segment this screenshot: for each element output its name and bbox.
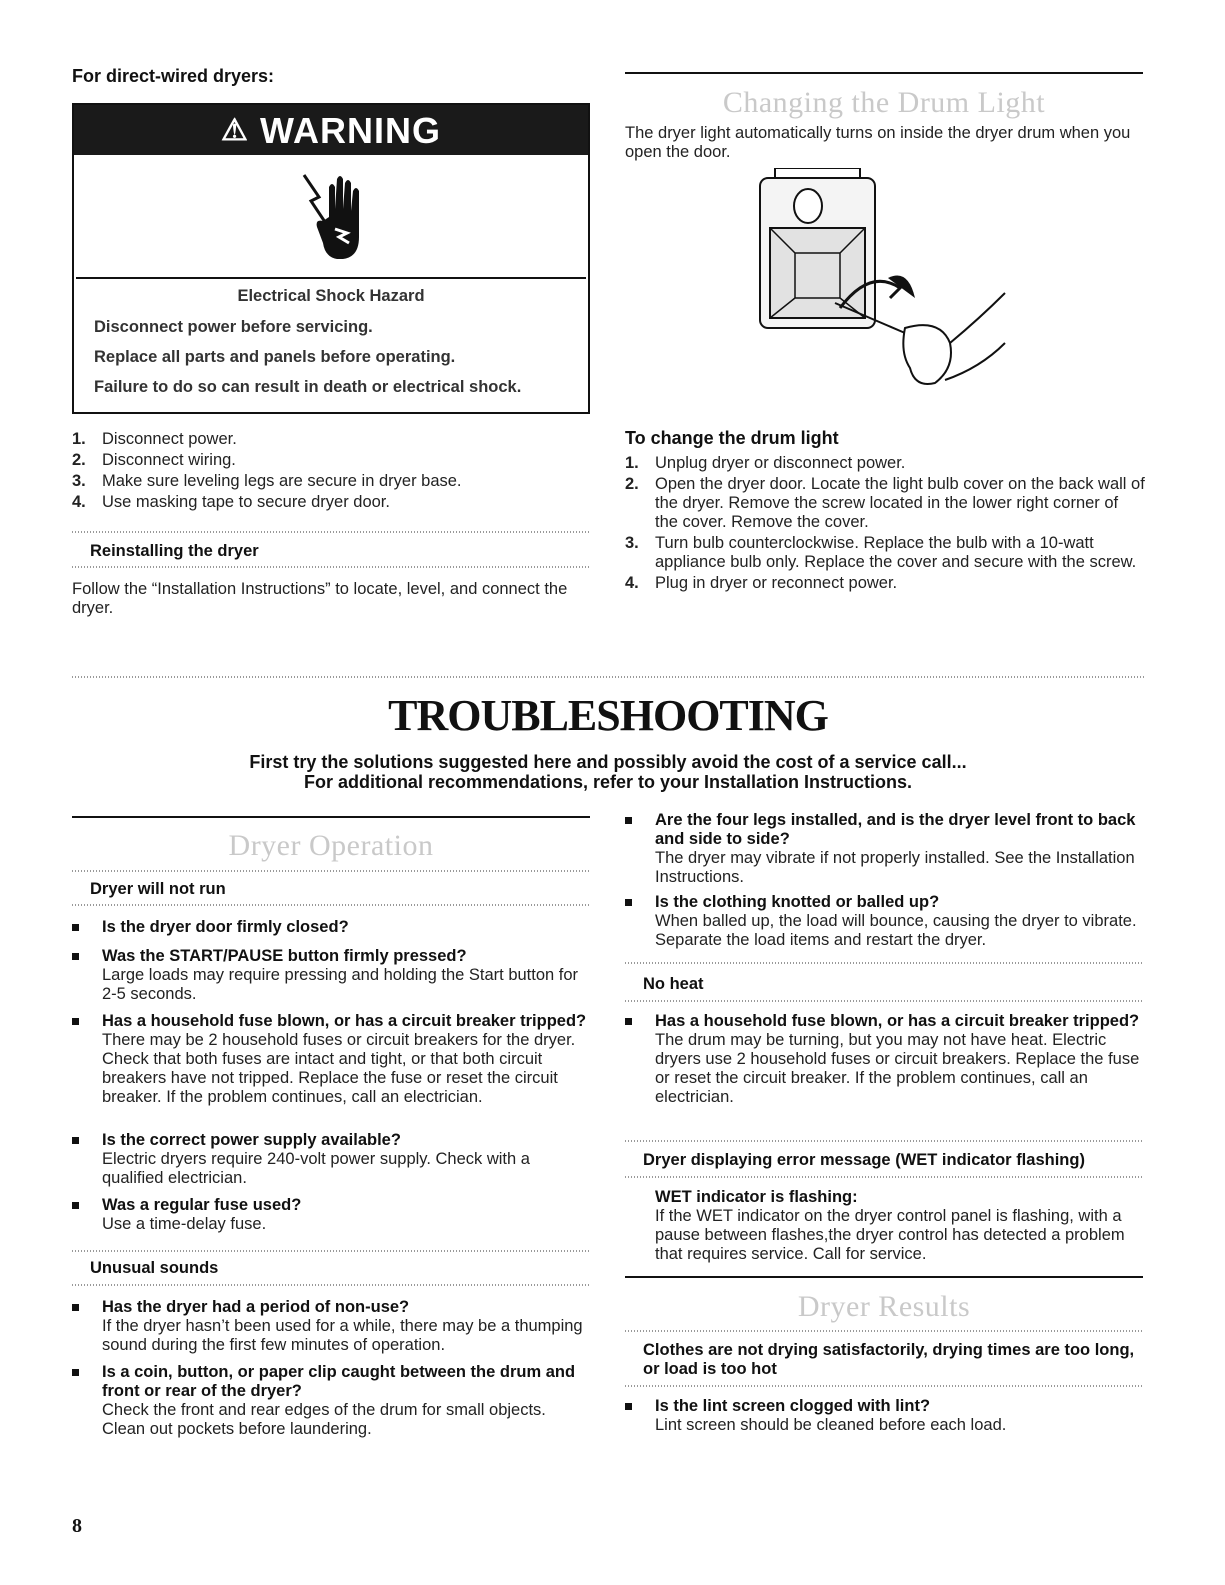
dryer-operation-section-title: Dryer Operation bbox=[228, 829, 434, 862]
bullet-icon bbox=[625, 899, 632, 906]
list-item: Has a household fuse blown, or has a circuit breaker tripped? There may be 2 household fuses or circuit breakers for the dryer. Check that both fuses are intact and tight, or that both circuit breakers have not tripped. Replace the fuse or reset the circuit breaker. If the problem continues, call an electrician. bbox=[72, 1012, 592, 1107]
warning-hazard-text: Electrical Shock Hazard bbox=[237, 287, 425, 305]
list-item: Are the four legs installed, and is the dryer level front to back and side to side? The dryer may vibrate if not properly installed. See the Installation Instructions. bbox=[625, 811, 1145, 887]
list-item: Has a household fuse blown, or has a circuit breaker tripped? The drum may be turning, but you may not have heat. Electric dryers use 2 household fuses or circuit breakers. Replace the fuse or reset the circuit breaker. If the problem continues, call an electrician. bbox=[625, 1012, 1145, 1107]
page-number: 8 bbox=[72, 1515, 82, 1537]
wet-indicator-block: WET indicator is flashing: If the WET indicator on the dryer control panel is flashing, with a pause between flashes,the dryer control has detected a problem that requires service. Call for service. bbox=[655, 1188, 1125, 1263]
bullet-icon bbox=[72, 1304, 79, 1311]
drum-light-intro: The dryer light automatically turns on inside the dryer drum when you open the door. bbox=[625, 124, 1131, 161]
warning-box bbox=[72, 103, 590, 414]
bullet-icon bbox=[625, 817, 632, 824]
list-item: Is the correct power supply available? Electric dryers require 240-volt power supply. Check with a qualified electrician. bbox=[72, 1131, 592, 1188]
list-item: Is the dryer door firmly closed? bbox=[72, 918, 592, 937]
clothes-not-drying-title: Clothes are not drying satisfactorily, drying times are too long, or load is too hot bbox=[643, 1341, 1135, 1378]
list-item: 4. Use masking tape to secure dryer door. bbox=[72, 493, 390, 511]
warning-line: Failure to do so can result in death or electrical shock. bbox=[94, 378, 522, 396]
error-message-title: Dryer displaying error message (WET indicator flashing) bbox=[643, 1151, 1085, 1169]
list-item: 1. Disconnect power. bbox=[72, 430, 237, 448]
warning-header bbox=[74, 105, 588, 155]
unusual-sounds-title: Unusual sounds bbox=[90, 1259, 219, 1277]
list-item: Has the dryer had a period of non-use? If the dryer hasn’t been used for a while, there may be a thumping sound during the first few minutes of operation. bbox=[72, 1298, 592, 1355]
direct-wired-heading: For direct-wired dryers: bbox=[72, 66, 275, 86]
list-item: 3. Turn bulb counterclockwise. Replace the bulb with a 10-watt appliance bulb only. Replace the cover and secure with the screw. bbox=[625, 534, 1137, 571]
drum-light-steps bbox=[625, 454, 1145, 595]
bullet-icon bbox=[72, 1137, 79, 1144]
warning-title: WARNING bbox=[259, 110, 441, 151]
drum-light-illustration bbox=[740, 168, 1030, 408]
electric-shock-hand-icon bbox=[299, 167, 379, 277]
change-drum-light-title: To change the drum light bbox=[625, 428, 839, 448]
troubleshooting-subtitle: First try the solutions suggested here and possibly avoid the cost of a service call... bbox=[249, 752, 967, 772]
warning-line: Disconnect power before servicing. bbox=[94, 318, 373, 336]
list-item: 1. Unplug dryer or disconnect power. bbox=[625, 454, 906, 472]
reinstall-text: Follow the “Installation Instructions” to locate, level, and connect the dryer. bbox=[72, 580, 568, 617]
bullet-icon bbox=[72, 924, 79, 931]
list-item: Was a regular fuse used? Use a time-delay fuse. bbox=[72, 1196, 592, 1234]
list-item: Is a coin, button, or paper clip caught between the drum and front or rear of the dryer? Check the front and rear edges of the drum for small objects. Clean out pockets before laundering. bbox=[72, 1363, 592, 1439]
list-item: Is the lint screen clogged with lint? Lint screen should be cleaned before each load. bbox=[625, 1397, 1145, 1435]
bullet-icon bbox=[625, 1403, 632, 1410]
bullet-icon bbox=[72, 1202, 79, 1209]
list-item: 2. Disconnect wiring. bbox=[72, 451, 236, 469]
dryer-results-section-title: Dryer Results bbox=[797, 1290, 971, 1323]
bullet-icon bbox=[625, 1018, 632, 1025]
warning-line: Replace all parts and panels before operating. bbox=[94, 348, 456, 366]
bullet-icon bbox=[72, 1369, 79, 1376]
list-item: 3. Make sure leveling legs are secure in dryer base. bbox=[72, 472, 462, 490]
no-heat-title: No heat bbox=[643, 975, 704, 993]
reinstall-title: Reinstalling the dryer bbox=[90, 542, 259, 560]
list-item: Was the START/PAUSE button firmly pressed? Large loads may require pressing and holding the Start button for 2-5 seconds. bbox=[72, 947, 592, 1004]
troubleshooting-title: TROUBLESHOOTING bbox=[388, 691, 828, 740]
list-item: 4. Plug in dryer or reconnect power. bbox=[625, 574, 898, 592]
list-item: Is the clothing knotted or balled up? When balled up, the load will bounce, causing the dryer to vibrate. Separate the load items and restart the dryer. bbox=[625, 893, 1145, 950]
warning-triangle-icon: ⚠ bbox=[221, 114, 249, 147]
disconnect-steps bbox=[72, 430, 592, 514]
list-item: 2. Open the dryer door. Locate the light bulb cover on the back wall of the dryer. Remove the screw located in the lower right corner of the cover. Remove the cover. bbox=[625, 475, 1145, 531]
drum-light-section-title: Changing the Drum Light bbox=[722, 86, 1046, 119]
troubleshooting-subtitle: For additional recommendations, refer to your Installation Instructions. bbox=[303, 772, 913, 792]
not-run-title: Dryer will not run bbox=[90, 880, 226, 898]
bullet-icon bbox=[72, 1018, 79, 1025]
bullet-icon bbox=[72, 953, 79, 960]
